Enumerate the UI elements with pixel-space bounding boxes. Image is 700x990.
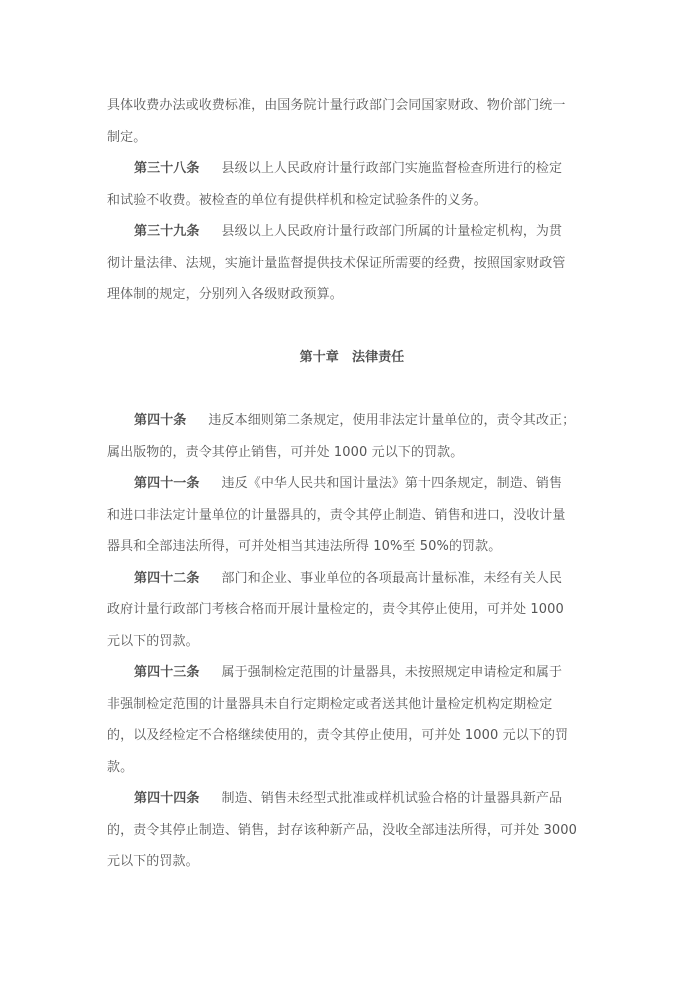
- blank-line: [107, 311, 597, 343]
- text-line: 政府计量行政部门考核合格而开展计量检定的，责令其停止使用，可并处 1000: [107, 602, 564, 617]
- text-line: 款。: [107, 759, 134, 775]
- article-number: 第四十一条: [134, 476, 200, 491]
- text-line: 和试验不收费。被检查的单位有提供样机和检定试验条件的义务。: [107, 192, 487, 208]
- text-line: 的，责令其停止制造、销售，封存该种新产品，没收全部违法所得，可并处 3000: [107, 822, 578, 838]
- text-line: 元以下的罚款。: [107, 854, 199, 869]
- text-line: 元以下的罚款。: [107, 633, 199, 649]
- article-text: 县级以上人民政府计量行政部门所属的计量检定机构，为贯: [221, 224, 563, 239]
- article-line: [107, 405, 597, 437]
- article-text: 制造、销售未经型式批准或样机试验合格的计量器具新产品: [221, 791, 563, 806]
- article-number: 第三十八条: [134, 161, 200, 176]
- text-line: 的，以及经检定不合格继续使用的，责令其停止使用，可并处 1000 元以下的罚: [107, 728, 569, 743]
- article-line: [107, 216, 597, 248]
- chapter-heading: 第十章 法律责任: [299, 350, 405, 365]
- article-text: 县级以上人民政府计量行政部门实施监督检查所进行的检定: [221, 161, 563, 176]
- text-line: 器具和全部违法所得，可并处相当其违法所得 10%至 50%的罚款。: [107, 539, 502, 554]
- text-line: 非强制检定范围的计量器具未自行定期检定或者送其他计量检定机构定期检定: [107, 696, 553, 712]
- article-line: [107, 153, 597, 185]
- article-text: 违反《中华人民共和国计量法》第十四条规定，制造、销售: [221, 476, 563, 491]
- text-line: 和进口非法定计量单位的计量器具的，责令其停止制造、销售和进口，没收计量: [107, 507, 566, 523]
- blank-line: [107, 374, 597, 406]
- text-line: 制定。: [107, 129, 147, 145]
- article-number: 第三十九条: [134, 224, 200, 239]
- article-number: 第四十二条: [134, 570, 200, 586]
- article-line: [107, 657, 597, 689]
- article-number: 第四十条: [134, 413, 187, 428]
- document-body: [107, 90, 597, 878]
- article-text: 属于强制检定范围的计量器具，未按照规定申请检定和属于: [221, 665, 563, 680]
- article-line: [107, 468, 597, 500]
- text-line: 彻计量法律、法规，实施计量监督提供技术保证所需要的经费，按照国家财政管: [107, 255, 566, 271]
- article-line: [107, 563, 597, 595]
- article-text: 部门和企业、事业单位的各项最高计量标准，未经有关人民: [221, 570, 563, 586]
- text-line: 具体收费办法或收费标准，由国务院计量行政部门会同国家财政、物价部门统一: [107, 98, 566, 113]
- text-line: 属出版物的，责令其停止销售，可并处 1000 元以下的罚款。: [107, 444, 464, 460]
- text-line: 理体制的规定，分别列入各级财政预算。: [107, 287, 343, 302]
- article-text: 违反本细则第二条规定，使用非法定计量单位的，责令其改正；: [208, 413, 576, 428]
- article-line: [107, 783, 597, 815]
- article-number: 第四十四条: [134, 791, 200, 806]
- article-number: 第四十三条: [134, 665, 200, 680]
